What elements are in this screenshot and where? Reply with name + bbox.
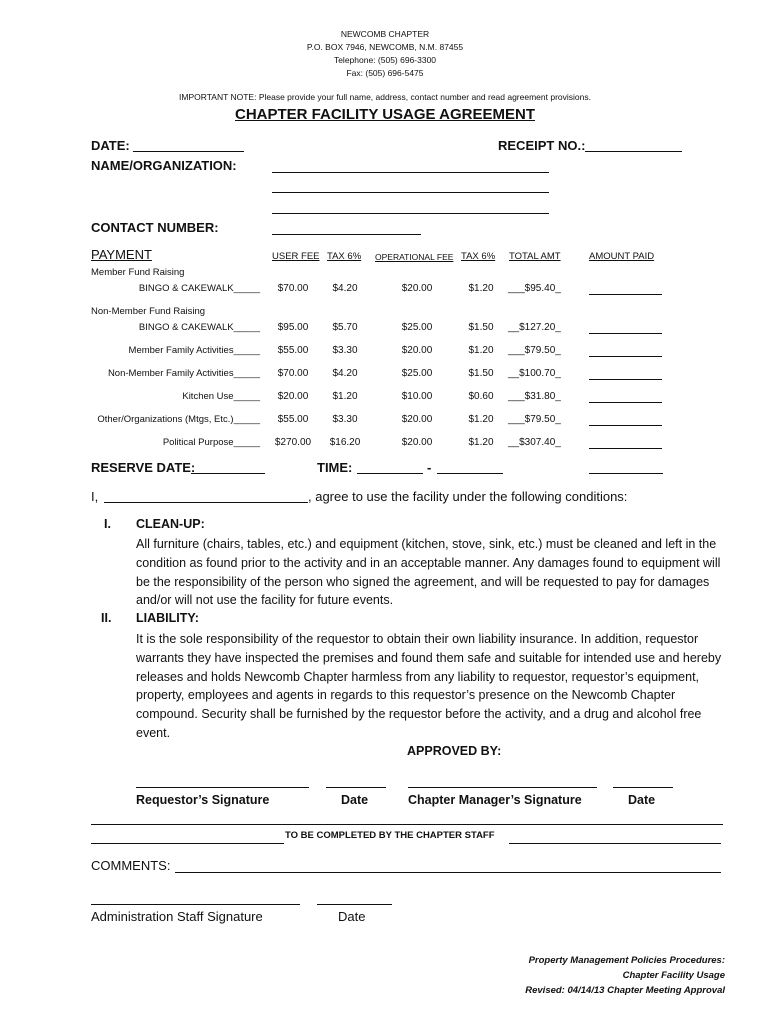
col-tax-2: TAX 6% <box>461 251 496 262</box>
fee-tax-1: $3.30 <box>332 414 358 425</box>
staff-banner-line-left <box>91 843 284 844</box>
fee-user: $20.00 <box>277 391 309 402</box>
requestor-date-line[interactable] <box>326 787 386 788</box>
amount-paid-line[interactable] <box>589 425 662 426</box>
agreement-suffix: , agree to use the facility under the following conditions: <box>308 489 628 504</box>
fee-row-label: Non-Member Family Activities_____ <box>107 368 260 379</box>
fee-user: $95.00 <box>277 322 309 333</box>
fee-tax-1: $16.20 <box>329 437 361 448</box>
fee-tax-1: $1.20 <box>332 391 358 402</box>
name-field-line-3[interactable] <box>272 213 549 214</box>
time-start-line[interactable] <box>357 473 423 474</box>
fee-user: $55.00 <box>277 414 309 425</box>
fee-operational: $20.00 <box>401 414 433 425</box>
approved-by-label: APPROVED BY: <box>407 744 502 758</box>
fee-user: $70.00 <box>277 283 309 294</box>
col-tax-1: TAX 6% <box>327 251 362 262</box>
manager-signature-line[interactable] <box>408 787 597 788</box>
staff-banner: TO BE COMPLETED BY THE CHAPTER STAFF <box>285 830 495 841</box>
fee-total: __$100.70_ <box>508 368 561 379</box>
manager-date-line[interactable] <box>613 787 673 788</box>
section-2-body: It is the sole responsibility of the requestor to obtain their own liability insurance. In addition, requestor warrants they have inspected the premises and found them safe and suitable for intended use and hereby releases and holds Newcomb Chapter harmless from any liability to requestor, requestor’s equipment, property, employees and agents in regards to this requestor’s presence on the Newcomb Chapter compound. Security shall be furnished by the requestor before the activity, and a drug and alcohol free event. <box>136 632 722 740</box>
reserve-date-line[interactable] <box>191 473 265 474</box>
section-2-heading: LIABILITY: <box>136 611 199 625</box>
footer-line-2: Chapter Facility Usage <box>622 970 725 981</box>
contact-field-line[interactable] <box>272 234 421 235</box>
col-operational-fee: OPERATIONAL FEE <box>375 252 454 262</box>
time-label: TIME: <box>317 460 353 475</box>
org-address: P.O. BOX 7946, NEWCOMB, N.M. 87455 <box>306 42 464 52</box>
org-fax: Fax: (505) 696-5475 <box>346 68 424 78</box>
section-1-heading: CLEAN-UP: <box>136 517 205 531</box>
fee-row-label: Other/Organizations (Mtgs, Etc.)_____ <box>97 414 260 425</box>
name-org-label: NAME/ORGANIZATION: <box>91 158 237 173</box>
name-field-line-2[interactable] <box>272 192 549 193</box>
fee-tax-2: $1.50 <box>468 368 494 379</box>
section-2-numeral: II. <box>101 611 112 625</box>
date-label: DATE: <box>91 138 130 153</box>
amount-paid-line[interactable] <box>589 356 662 357</box>
amount-paid-line[interactable] <box>589 448 662 449</box>
requestor-signature-label: Requestor’s Signature <box>136 793 270 807</box>
staff-banner-line-right <box>509 843 721 844</box>
comments-line[interactable] <box>175 872 721 873</box>
date-field-line[interactable] <box>133 151 244 152</box>
fee-total: ___$79.50_ <box>508 414 561 425</box>
footer-line-1: Property Management Policies Procedures: <box>528 955 725 966</box>
fee-tax-1: $5.70 <box>332 322 358 333</box>
receipt-label: RECEIPT NO.: <box>498 138 586 153</box>
agreement-prefix: I, <box>91 489 99 504</box>
divider-line <box>91 824 723 825</box>
fee-tax-2: $1.20 <box>468 414 494 425</box>
fee-total: __$307.40_ <box>508 437 561 448</box>
amount-paid-total-line[interactable] <box>589 473 663 474</box>
fee-user: $70.00 <box>277 368 309 379</box>
amount-paid-line[interactable] <box>589 379 662 380</box>
admin-signature-line[interactable] <box>91 904 300 905</box>
manager-date-label: Date <box>628 793 656 807</box>
footer-line-3: Revised: 04/14/13 Chapter Meeting Approval <box>525 985 725 996</box>
receipt-field-line[interactable] <box>585 151 682 152</box>
manager-signature-label: Chapter Manager’s Signature <box>408 793 582 807</box>
fee-tax-1: $4.20 <box>332 368 358 379</box>
fee-operational: $10.00 <box>401 391 433 402</box>
fee-row-label: Political Purpose_____ <box>162 437 260 448</box>
fee-row-label: BINGO & CAKEWALK_____ <box>138 283 260 294</box>
name-field-line-1[interactable] <box>272 172 549 173</box>
group-non-member-fund-raising: Non-Member Fund Raising <box>91 306 206 317</box>
fee-tax-2: $1.20 <box>468 283 494 294</box>
fee-total: ___$79.50_ <box>508 345 561 356</box>
fee-row-label: Kitchen Use_____ <box>182 391 260 402</box>
comments-label: COMMENTS: <box>91 858 171 873</box>
col-user-fee: USER FEE <box>272 251 320 262</box>
fee-tax-1: $4.20 <box>332 283 358 294</box>
fee-user: $270.00 <box>274 437 312 448</box>
requestor-signature-line[interactable] <box>136 787 309 788</box>
time-dash: - <box>427 460 432 475</box>
col-total-amt: TOTAL AMT <box>509 251 561 262</box>
fee-row-label: Member Family Activities_____ <box>128 345 260 356</box>
fee-user: $55.00 <box>277 345 309 356</box>
fee-operational: $20.00 <box>401 345 433 356</box>
fee-operational: $20.00 <box>401 437 433 448</box>
important-note: IMPORTANT NOTE: Please provide your full name, address, contact number and read agreement provisions. <box>179 92 591 102</box>
fee-operational: $25.00 <box>401 322 433 333</box>
fee-total: __$127.20_ <box>508 322 561 333</box>
fee-tax-2: $0.60 <box>468 391 494 402</box>
fee-total: ___$31.80_ <box>508 391 561 402</box>
document-title: CHAPTER FACILITY USAGE AGREEMENT <box>234 106 536 123</box>
fee-tax-1: $3.30 <box>332 345 358 356</box>
amount-paid-line[interactable] <box>589 333 662 334</box>
section-1-numeral: I. <box>104 517 111 531</box>
reserve-date-label: RESERVE DATE: <box>91 460 196 475</box>
col-amount-paid: AMOUNT PAID <box>589 251 655 262</box>
contact-label: CONTACT NUMBER: <box>91 220 219 235</box>
fee-tax-2: $1.20 <box>468 437 494 448</box>
fee-tax-2: $1.50 <box>468 322 494 333</box>
fee-operational: $20.00 <box>401 283 433 294</box>
group-member-fund-raising: Member Fund Raising <box>91 267 185 278</box>
org-name: NEWCOMB CHAPTER <box>340 29 430 39</box>
fee-tax-2: $1.20 <box>468 345 494 356</box>
fee-total: ___$95.40_ <box>508 283 561 294</box>
org-telephone: Telephone: (505) 696-3300 <box>333 55 437 65</box>
time-end-line[interactable] <box>437 473 503 474</box>
amount-paid-line[interactable] <box>589 294 662 295</box>
payment-heading: PAYMENT <box>91 247 152 262</box>
fee-operational: $25.00 <box>401 368 433 379</box>
admin-date-line[interactable] <box>317 904 392 905</box>
agreement-name-line[interactable] <box>104 502 308 503</box>
fee-row-label: BINGO & CAKEWALK_____ <box>138 322 260 333</box>
amount-paid-line[interactable] <box>589 402 662 403</box>
admin-signature-label: Administration Staff Signature <box>91 909 263 924</box>
admin-date-label: Date <box>338 909 366 924</box>
section-1-body: All furniture (chairs, tables, etc.) and equipment (kitchen, stove, sink, etc.) must be cleaned and left in the condition as found prior to the activity and in an acceptable manner. Any damages found to equipment will be the responsibility of the person who signed the agreement, and will be requested to pay for damages and/or will not use the facility for future events. <box>136 537 721 608</box>
requestor-date-label: Date <box>341 793 369 807</box>
